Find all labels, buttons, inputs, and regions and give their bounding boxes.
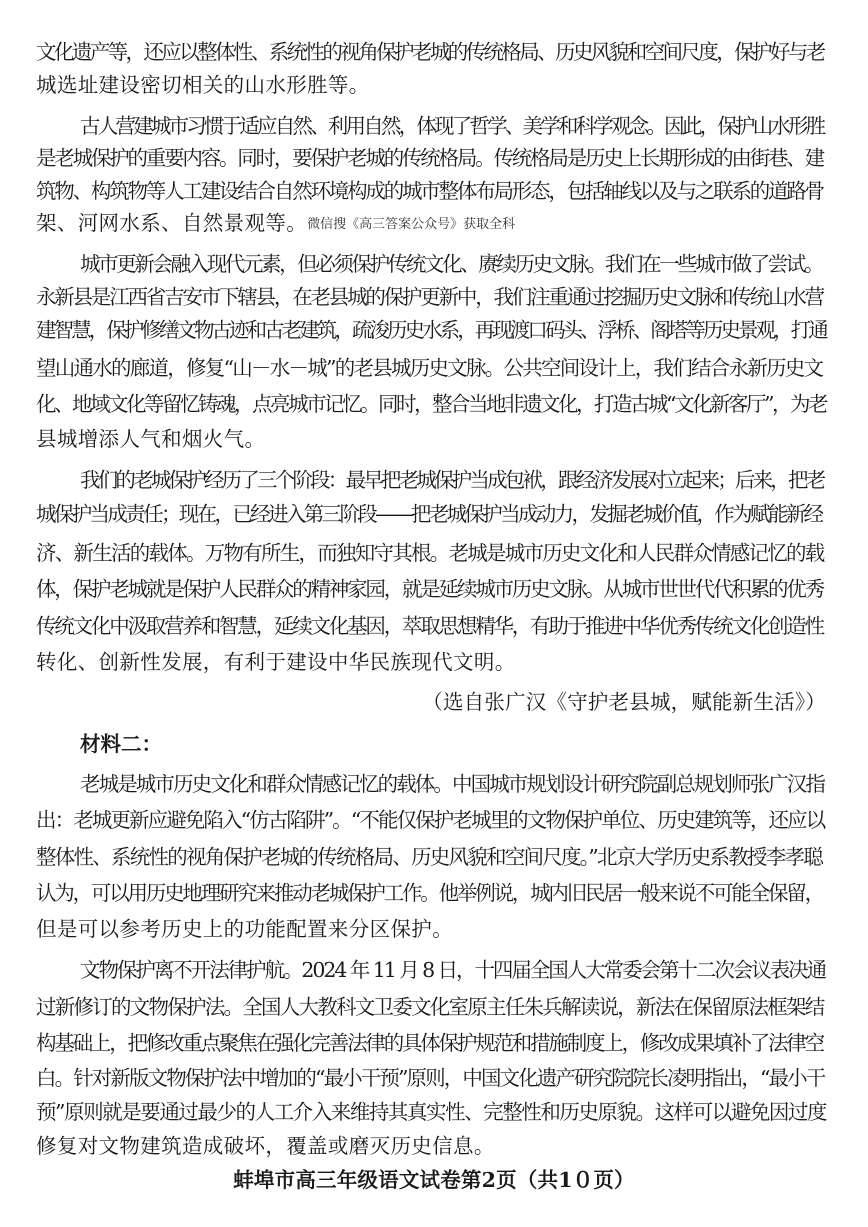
section-heading: 材料二：: [80, 732, 162, 756]
paragraph-line: 是老城保护的重要内容。同时，要保护老城的传统格局。传统格局是历史上长期形成的由街巷、建: [36, 146, 823, 170]
paragraph-line: 筑物、构筑物等人工建设结合自然环境构成的城市整体布局形态，包括轴线以及与之联系的道路骨: [36, 179, 823, 203]
paragraph-first-line: 古人营建城市习惯于适应自然、利用自然，体现了哲学、美学和科学观念。因此，保护山水形胜: [80, 114, 824, 138]
paragraph-line: 修复对文物建筑造成破坏，覆盖或磨灭历史信息。: [36, 1134, 495, 1158]
paragraph-line: 济、新生活的载体。万物有所生，而独知守其根。老城是城市历史文化和人民群众情感记忆的载: [36, 541, 824, 565]
paragraph-line: 过新修订的文物保护法。全国人大教科文卫委文化室原主任朱兵解读说，新法在保留原法框架结: [36, 995, 824, 1019]
paragraph-line: [36, 209, 826, 237]
paragraph-line-text: 架、河网水系、自然景观等。: [36, 211, 308, 235]
paragraph-line: 城选址建设密切相关的山水形胜等。: [36, 73, 370, 97]
paragraph-line: 建智慧，保护修缮文物古迹和古老建筑，疏浚历史水系，再现渡口码头、浮桥、阁塔等历史景观，打通: [36, 318, 826, 342]
paragraph-line: 但是可以参考历史上的功能配置来分区保护。: [36, 917, 453, 941]
watermark-text: 微信搜《高三答案公众号》获取全科: [307, 217, 516, 232]
paragraph-line: 城保护当成责任；现在，已经进入第三阶段——把老城保护当成动力，发掘老城价值，作为赋能新经: [36, 502, 822, 526]
paragraph-line: 文化遗产等，还应以整体性、系统性的视角保护老城的传统格局、历史风貌和空间尺度，保护好与老: [36, 40, 824, 64]
paragraph-first-line: 老城是城市历史文化和群众情感记忆的载体。中国城市规划设计研究院副总规划师张广汉指: [80, 772, 824, 796]
paragraph-line: 体，保护老城就是保护人民群众的精神家园，就是延续城市历史文脉。从城市世世代代积累的优秀: [36, 577, 823, 601]
paragraph-line: 出：老城更新应避免陷入“仿古陷阱”。“不能仅保护老城里的文物保护单位、历史建筑等，还应以: [36, 808, 825, 832]
paragraph-first-line: 我们的老城保护经历了三个阶段：最早把老城保护当成包袱，跟经济发展对立起来；后来，把老: [80, 468, 824, 492]
paragraph-line: 白。针对新版文物保护法中增加的“最小干预”原则，中国文化遗产研究院院长凌明指出，“最小干: [36, 1066, 825, 1090]
paragraph-first-line: 城市更新会融入现代元素，但必须保护传统文化、赓续历史文脉。我们在一些城市做了尝试。: [80, 252, 823, 276]
paragraph-first-line: 文物保护离不开法律护航。2024 年 11 月 8 日，十四届全国人大常委会第十二次会议表决通: [80, 958, 826, 982]
paragraph-line: 传统文化中汲取营养和智慧，延续文化基因，萃取思想精华，有助于推进中华优秀传统文化创造性: [36, 614, 823, 638]
paragraph-line: 永新县是江西省吉安市下辖县，在老县城的保护更新中，我们注重通过挖掘历史文脉和传统山水营: [36, 285, 823, 309]
paragraph-line: 认为，可以用历史地理研究来推动老城保护工作。他举例说，城内旧民居一般来说不可能全保留，: [36, 881, 823, 905]
paragraph-line: 望山通水的廊道，修复“山－水－城”的老县城历史文脉。公共空间设计上，我们结合永新历史文: [36, 356, 823, 380]
paragraph-line: 县城增添人气和烟火气。: [36, 427, 266, 451]
paragraph-line: 构基础上，把修改重点聚焦在强化完善法律的具体保护规范和措施制度上，修改成果填补了法律空: [36, 1031, 823, 1055]
source-citation: （选自张广汉《守护老县城，赋能新生活》）: [422, 690, 826, 714]
paragraph-line: 化、地域文化等留忆铸魂，点亮城市记忆。同时，整合当地非遗文化，打造古城“文化新客厅”，为老: [36, 392, 826, 416]
paragraph-line: 转化、创新性发展，有利于建设中华民族现代文明。: [36, 650, 516, 674]
paragraph-line: 整体性、系统性的视角保护老城的传统格局、历史风貌和空间尺度。”北京大学历史系教授李孝聪: [36, 845, 822, 869]
paragraph-line: 预”原则就是要通过最少的人工介入来维持其真实性、完整性和历史原貌。这样可以避免因过度: [36, 1100, 827, 1124]
page-footer: 蚌埠市高三年级语文试卷第2页（共1０页）: [233, 1168, 635, 1192]
